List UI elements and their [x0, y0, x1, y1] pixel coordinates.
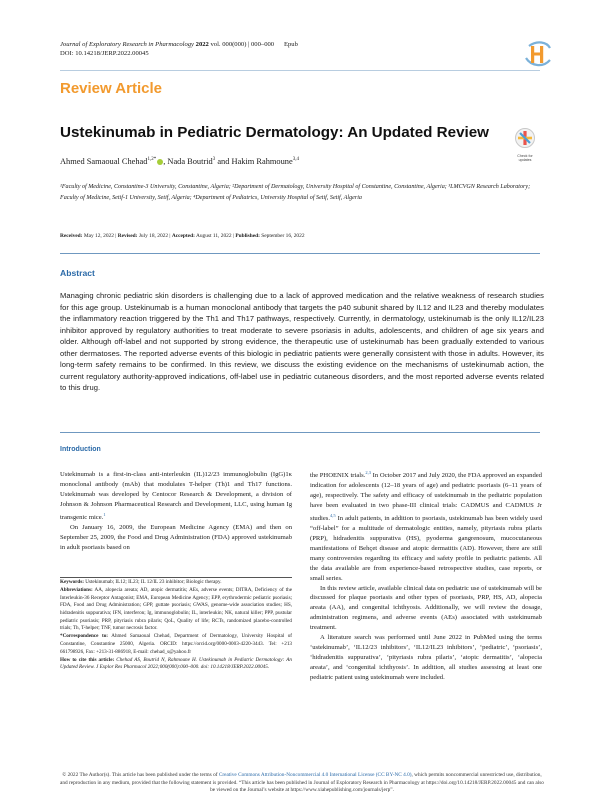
paragraph: A literature search was performed until June 2022 in PubMed using the terms ‘ustekinumab’, ‘IL12/23 inhibitors’, ‘IL12/IL23 inhibitors’, ‘pediatric’, ‘psoriasis’, ‘hidradenitis suppurativa’, ‘pityriasis rubra pilaris’, ‘atopic dermatitis’, ‘alopecia areata’, and ‘congenital ichthyosis’. In addition, all studies assessing at least one pediatric patient using ustekinumab were included.	[310, 634, 542, 681]
journal-name: Journal of Exploratory Research in Pharmacology	[60, 41, 194, 48]
author-name: , Nada Boutrid	[163, 157, 213, 166]
paragraph: On January 16, 2009, the European Medicine Agency (EMA) and then on September 25, 2009, the Food and Drug Administration (FDA) approved ustekinumab in adult psoriasis based on	[60, 523, 292, 551]
correspondence: *Correspondence to: Ahmed Samaoual Chehad, Department of Dermatology, University Hospital of Constantine, Constantine 25000, Algeria. ORCID: https://orcid.org/0000-0003-4220-3443. Tel: +213 661798926, Fax: +213-31-886918, E-mail: chehad_s@yahoo.fr	[60, 633, 292, 655]
abbreviations: Abbreviations: AA, alopecia areata; AD, atopic dermatitis; AEs, adverse events; DITRA, Deficiency of the Interleukin-36 Receptor Antagonist; EMA, European Medicine Agency; EPP, erythrodermic pediatric psoriasis; FDA, Food and Drug Administration; GPP, guttate psoriasis; GWAS, genome-wide association studies; HS, hidradenitis suppurativa; IFN, interferon; Ig, immunoglobulin; IL, interleukin; NK, natural killer; PPP, pustular pediatric psoriasis; PRP, pityriasis rubra pilaris; QoL, Quality of life; RCTs, randomized placebo-controlled trials; Th, T-helper; TNF, tumor necrosis factor.	[60, 587, 292, 632]
journal-epub: Epub	[283, 41, 298, 48]
accepted-label: Accepted:	[171, 233, 195, 239]
author-list	[60, 157, 299, 166]
citation-link[interactable]: 1	[103, 511, 106, 517]
journal-year: 2022	[195, 41, 209, 48]
abstract-text: Managing chronic pediatric skin disorders is challenging due to a lack of approved medication and the relative weakness of research studies for this age group. Ustekinumab is a human monoclonal antibody that targets the p40 subunit shared by IL12 and IL23 and thereby modulates the inflammatory reaction triggered by the Th1 and Th17 pathways, respectively. Currently, in dermatology, ustekinumab is the only IL12/IL23 inhibitor approved by regulatory authorities to treat moderate to severe psoriasis in adults, adolescents, and children of age six years and older. Although off-label and not supported by strong evidence, the therapeutic use of ustekinumab has been gradually extended to various other dermatoses. The reported adverse events of this biologic in pediatric patients were generally consistent with those in adults. However, its long-term safety remains to be confirmed. In this review, we discuss the existing evidence on the mechanisms of ustekinumab action, the current regulatory authority-approved indications, off-label use in pediatric cutaneous disorders, and the most reported adverse events related to this drug.	[60, 291, 544, 392]
introduction-heading: Introduction	[60, 446, 101, 453]
body-column-left	[60, 470, 292, 553]
journal-header	[60, 40, 298, 58]
author-affiliation: 3,4	[292, 157, 299, 163]
citation-link[interactable]: 2,3	[365, 470, 371, 475]
paragraph: the PHOENIX trials.$^{2,3}$ In October 2017 and July 2020, the FDA approved an expanded indication for adolescents (12–18 years of age) and pediatric psoriasis (6–11 years of age), respectively. The safety and efficacy of ustekinumab in the pediatric population have been evaluated in two phase-III clinical trials: CADMUS and CADMUS Jr studies.$^{4,5}$ In adult patients, in addition to psoriasis, ustekinumab has been widely used “off-label” for a multitude of dermatologic entities, namely, pityriasis rubra pilaris (PRP), hidradenitis suppurativa (HS), pyoderma gangrenosum, mucocutaneous manifestations of Behçet disease and atopic dermatitis (AD). However, there are still many controversies regarding its efficacy and safety profile in pediatric patients. All the data available are from experience-based retrospective studies, case reports, or small series.	[310, 470, 542, 582]
author-name: Ahmed Samaoual Chehad	[60, 157, 148, 166]
publisher-logo-icon	[523, 38, 553, 70]
license-link[interactable]: Creative Commons Attribution-Noncommercial 4.0 International License (CC BY-NC 4.0)	[218, 772, 412, 778]
abstract-heading: Abstract	[60, 268, 95, 278]
journal-doi: DOI: 10.14218/JERP.2022.00045	[60, 50, 149, 57]
received-date: May 12, 2022	[83, 233, 114, 239]
abstract-top-rule	[60, 253, 540, 254]
check-for-updates-badge[interactable]	[512, 127, 538, 162]
author-affiliation: 1,2*	[147, 157, 157, 163]
published-date: September 16, 2022	[261, 233, 305, 239]
footnotes	[60, 579, 292, 673]
citation-info: How to cite this article: Chehad AS, Boutrid N, Rahmoune H. Ustekinumab in Pediatric Dermatology: An Updated Review. J Explor Res Pharmacol 2022;000(000):000–000. doi: 10.14218/JERP.2022.00045.	[60, 656, 292, 671]
check-for-updates-icon	[512, 127, 538, 149]
received-label: Received:	[60, 233, 83, 239]
affiliations: ¹Faculty of Medicine, Constantine-3 University, Constantine, Algeria; ²Department of Dermatology, University Hospital of Constantine, Constantine, Algeria; ³LMCVGN Research Laboratory; Faculty of Medicine, Setif-1 University, Setif, Algeria; ⁴Department of Pediatrics, University Hospital of Setif, Setif, Algeria	[60, 184, 531, 201]
license-footer: © 2022 The Author(s). This article has been published under the terms of Creative Commons Attribution-Noncommercial 4.0 International License (CC BY-NC 4.0), which permits noncommercial unrestricted use, distribution, and reproduction in any medium, provided that the following statement is provided. “This article has been published in Journal of Exploratory Research in Pharmacology at https://doi.org/10.14218/JERP.2022.00045 and can also be viewed on the Journal’s website at https://www.xiahepublishing.com/journals/jerp”.	[60, 772, 544, 794]
article-title: Ustekinumab in Pediatric Dermatology: An Updated Review	[60, 124, 489, 141]
revised-label: Revised:	[117, 233, 138, 239]
abstract-bottom-rule	[60, 432, 540, 433]
check-for-updates-label: Check for updates	[517, 154, 533, 162]
keywords: Keywords: Ustekinumab; IL12; IL23; IL 12/IL 23 inhibitor; Biologic therapy.	[60, 579, 222, 585]
citation-link[interactable]: 4,5	[330, 512, 336, 518]
author-name: and Hakim Rahmoune	[215, 157, 293, 166]
body-column-right	[310, 468, 542, 683]
article-dates: Received: May 12, 2022 | Revised: July 18, 2022 | Accepted: August 11, 2022 | Published: September 16, 2022	[60, 233, 305, 239]
accepted-date: August 11, 2022	[195, 233, 232, 239]
paragraph: In this review article, available clinical data on pediatric use of ustekinumab will be discussed for plaque psoriasis and other types of psoriasis, PRP, HS, AD, alopecia areata (AA), and congenital ichthyosis. Additionally, we will review the dosage, administration regimens, and adverse events (AEs) associated with ustekinumab treatment.	[310, 584, 542, 632]
journal-volume: vol. 000(000) | 000–000	[210, 41, 275, 48]
published-label: Published:	[235, 233, 260, 239]
revised-date: July 18, 2022	[138, 233, 169, 239]
author-affiliation: 3	[212, 157, 216, 163]
article-type: Review Article	[60, 80, 162, 97]
footnote-rule	[60, 577, 292, 578]
paragraph: Ustekinumab is a first-in-class anti-interleukin (IL)12/23 immunoglobulin (IgG)1κ monoclonal antibody (mAb) that modulates T-helper (Th)1 and Th17 functions. Ustekinumab was developed by Centocor Research & Development, a division of Johnson & Johnson Pharmaceutical Research and Development, LLC, using human Ig transgenic mice.$^1$	[60, 471, 292, 521]
header-rule	[60, 70, 540, 71]
